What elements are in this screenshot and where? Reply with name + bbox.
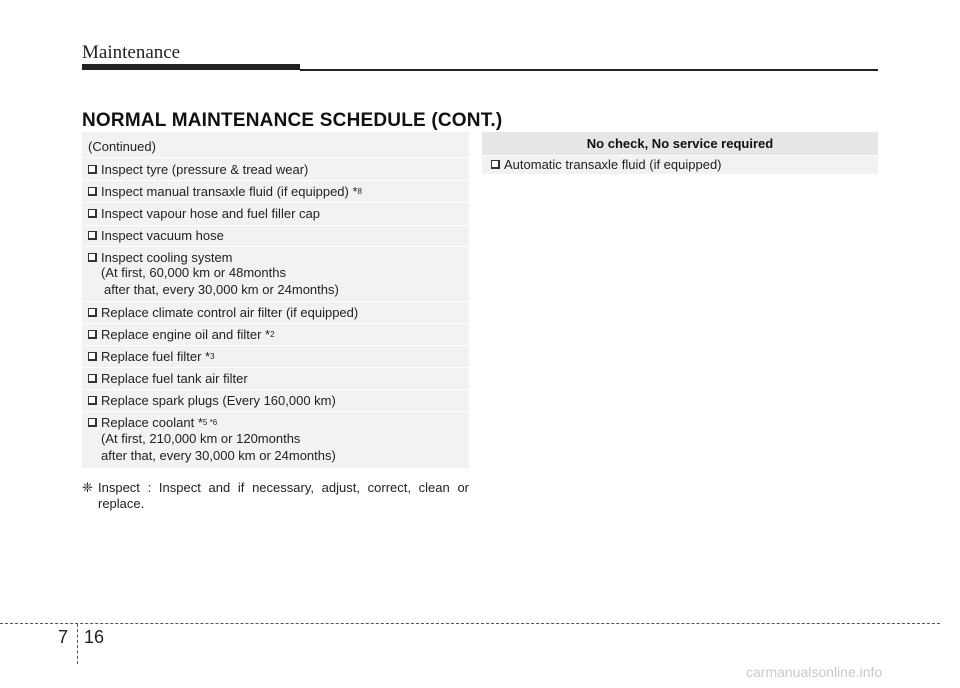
row-divider <box>82 389 469 390</box>
chapter-number: 7 <box>58 627 69 647</box>
list-item <box>88 228 224 244</box>
list-item-text: Automatic transaxle fluid (if equipped) <box>504 157 722 172</box>
list-item-text: Replace fuel tank air filter <box>101 371 248 386</box>
row-divider <box>82 323 469 324</box>
checkbox-icon <box>88 209 97 218</box>
list-item <box>88 371 248 387</box>
list-item-text: Inspect cooling system <box>101 250 233 265</box>
list-item-text: Inspect manual transaxle fluid (if equipped) * <box>101 184 358 199</box>
checkbox-icon <box>88 165 97 174</box>
footnote-ref: 5 *6 <box>202 418 218 427</box>
checkbox-icon <box>88 418 97 427</box>
header-rule-thin <box>300 69 878 71</box>
list-item-text: Inspect tyre (pressure & tread wear) <box>101 162 309 177</box>
row-divider <box>82 345 469 346</box>
row-divider <box>82 246 469 247</box>
row-divider <box>82 180 469 181</box>
checkbox-icon <box>88 253 97 262</box>
row-divider <box>82 367 469 368</box>
row-divider <box>82 157 469 158</box>
list-item-text: Replace climate control air filter (if equipped) <box>101 305 359 320</box>
list-item <box>491 157 722 173</box>
checkbox-icon <box>491 160 500 169</box>
list-item <box>88 415 217 431</box>
list-item-text: Replace engine oil and filter * <box>101 327 271 342</box>
page-number: 16 <box>84 627 105 647</box>
inspect-note <box>82 480 469 512</box>
row-divider <box>82 301 469 302</box>
watermark: carmanualsonline.info <box>746 664 883 680</box>
checkbox-icon <box>88 352 97 361</box>
checkbox-icon <box>88 374 97 383</box>
list-item-text: Inspect vapour hose and fuel filler cap <box>101 206 320 221</box>
checkbox-icon <box>88 308 97 317</box>
list-item <box>88 305 358 321</box>
list-item-detail: after that, every 30,000 km or 24months) <box>101 448 336 463</box>
footer-rule <box>0 623 940 624</box>
footer-separator <box>77 624 78 664</box>
no-service-heading: No check, No service required <box>482 132 878 155</box>
list-item <box>88 250 233 266</box>
list-item <box>88 206 320 222</box>
row-divider <box>82 202 469 203</box>
list-item <box>88 393 336 409</box>
checkbox-icon <box>88 187 97 196</box>
list-item-text: Replace fuel filter * <box>101 349 211 364</box>
checkbox-icon <box>88 231 97 240</box>
row-divider <box>82 411 469 412</box>
note-text-line1: Inspect : Inspect and if necessary, adjust, correct, clean or <box>98 480 469 495</box>
list-item-detail: (At first, 210,000 km or 120months <box>101 431 301 446</box>
list-item <box>88 184 362 200</box>
list-item <box>88 327 275 343</box>
list-item-text: Inspect vacuum hose <box>101 228 224 243</box>
footnote-ref: 2 <box>270 330 275 339</box>
list-item <box>88 349 215 365</box>
footnote-ref: 3 <box>210 352 215 361</box>
header-title: Maintenance <box>82 42 181 63</box>
footnote-ref: 8 <box>357 187 362 196</box>
list-item-detail: after that, every 30,000 km or 24months) <box>104 282 339 297</box>
list-item-text: Replace coolant * <box>101 415 203 430</box>
header-rule-thick <box>82 64 300 70</box>
checkbox-icon <box>88 330 97 339</box>
list-item-detail: (At first, 60,000 km or 48months <box>101 265 286 280</box>
checkbox-icon <box>88 396 97 405</box>
continued-label: (Continued) <box>88 139 156 154</box>
section-title: NORMAL MAINTENANCE SCHEDULE (CONT.) <box>82 110 503 131</box>
list-item-text: Replace spark plugs (Every 160,000 km) <box>101 393 336 408</box>
list-item <box>88 162 308 178</box>
row-divider <box>82 225 469 226</box>
note-symbol-icon: ❈ <box>82 480 93 495</box>
note-text-line2: replace. <box>98 496 145 511</box>
